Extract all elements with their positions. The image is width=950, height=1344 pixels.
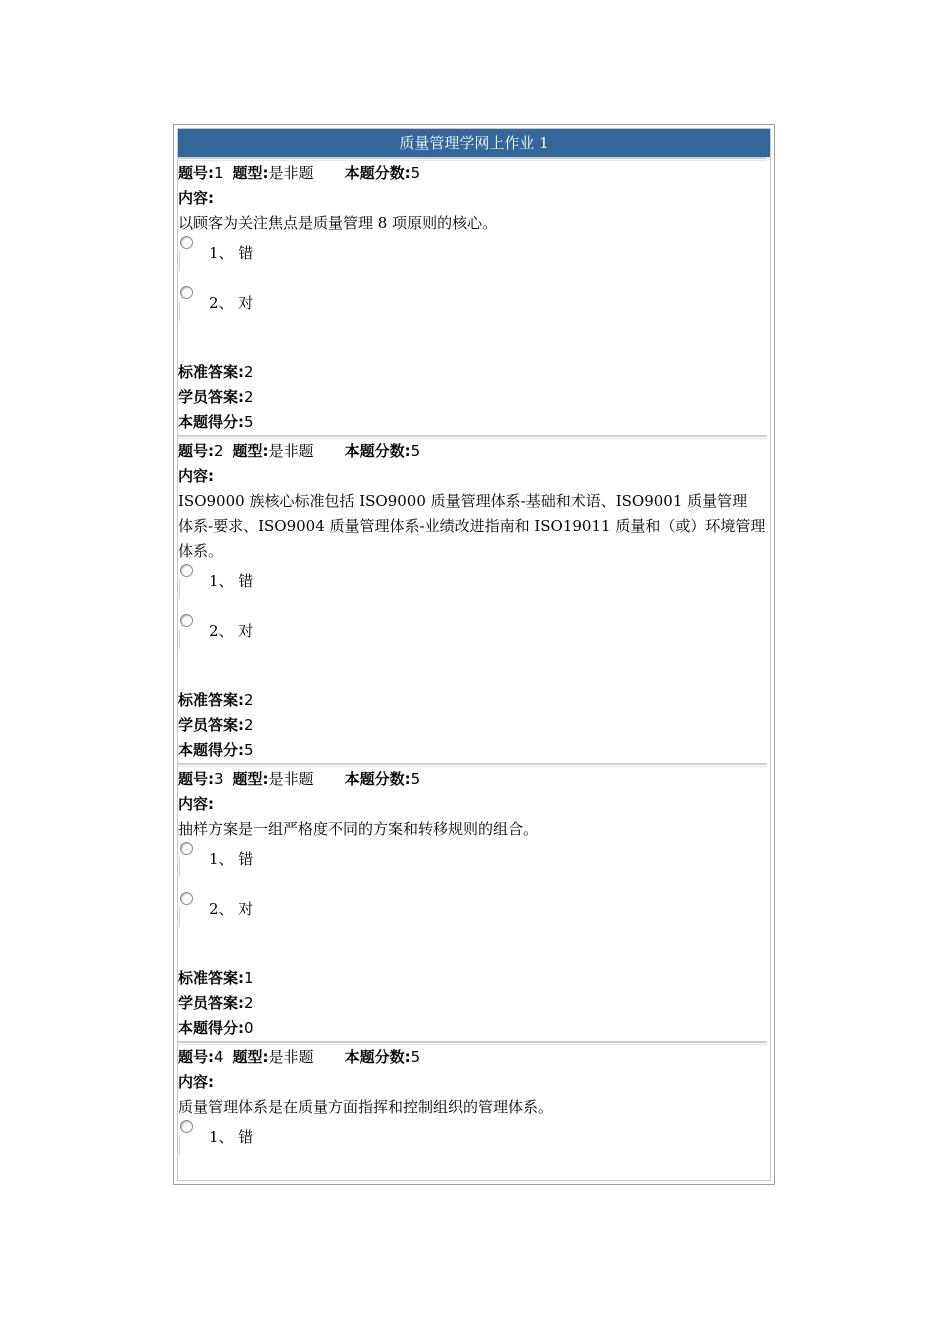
question-content bbox=[178, 489, 770, 564]
qtype-label: 题型: bbox=[232, 770, 269, 788]
qtype-value: 是非题 bbox=[268, 442, 314, 460]
option-row[interactable] bbox=[178, 892, 770, 942]
radio-button[interactable] bbox=[180, 614, 193, 627]
stu-answer-label: 学员答案: bbox=[178, 994, 244, 1012]
radio-button[interactable] bbox=[180, 564, 193, 577]
question-block bbox=[178, 157, 770, 435]
radio-button[interactable] bbox=[180, 1120, 193, 1133]
divider bbox=[179, 629, 180, 649]
qnum-label: 题号: bbox=[178, 1048, 214, 1066]
qnum-label: 题号: bbox=[178, 164, 214, 182]
option-label: 1、 错 bbox=[209, 572, 254, 590]
qscore-value: 5 bbox=[410, 1048, 421, 1066]
stu-answer-value: 2 bbox=[244, 716, 254, 734]
qscore-label: 本题分数: bbox=[344, 442, 411, 460]
score-got-label: 本题得分: bbox=[178, 1019, 244, 1037]
std-answer-row bbox=[178, 966, 770, 991]
qscore-label: 本题分数: bbox=[344, 164, 411, 182]
score-got-label: 本题得分: bbox=[178, 413, 244, 431]
qscore-value: 5 bbox=[410, 164, 421, 182]
option-label: 2、 对 bbox=[209, 900, 254, 918]
option-row[interactable] bbox=[178, 1120, 770, 1170]
qscore-value: 5 bbox=[410, 442, 421, 460]
content-line: 体系-要求、ISO9004 质量管理体系-业绩改进指南和 ISO19011 质量和（或）环境管理 bbox=[178, 517, 766, 535]
option-row[interactable] bbox=[178, 286, 770, 336]
question-header bbox=[178, 1045, 770, 1070]
stu-answer-row bbox=[178, 991, 770, 1016]
qtype-label: 题型: bbox=[232, 164, 269, 182]
std-answer-label: 标准答案: bbox=[178, 969, 244, 987]
content-label: 内容: bbox=[178, 189, 214, 207]
std-answer-value: 1 bbox=[244, 969, 254, 987]
option-label: 1、 错 bbox=[209, 850, 254, 868]
score-got-label: 本题得分: bbox=[178, 741, 244, 759]
homework-table bbox=[177, 128, 771, 1181]
std-answer-value: 2 bbox=[244, 363, 254, 381]
qnum-value: 4 bbox=[214, 1048, 224, 1066]
qnum-value: 1 bbox=[214, 164, 224, 182]
page-title: 质量管理学网上作业 1 bbox=[178, 129, 770, 157]
option-row[interactable] bbox=[178, 614, 770, 664]
score-got-row bbox=[178, 1016, 770, 1041]
qtype-value: 是非题 bbox=[268, 164, 314, 182]
score-got-value: 5 bbox=[244, 413, 254, 431]
score-got-value: 0 bbox=[244, 1019, 254, 1037]
question-block bbox=[178, 763, 770, 1041]
qnum-label: 题号: bbox=[178, 442, 214, 460]
qnum-value: 3 bbox=[214, 770, 224, 788]
question-header bbox=[178, 767, 770, 792]
stu-answer-value: 2 bbox=[244, 388, 254, 406]
qnum-value: 2 bbox=[214, 442, 224, 460]
radio-button[interactable] bbox=[180, 286, 193, 299]
content-label: 内容: bbox=[178, 1073, 214, 1091]
homework-frame bbox=[173, 124, 775, 1185]
stu-answer-label: 学员答案: bbox=[178, 388, 244, 406]
qtype-value: 是非题 bbox=[268, 770, 314, 788]
content-line: ISO9000 族核心标准包括 ISO9000 质量管理体系-基础和术语、ISO9001 质量管理 bbox=[178, 492, 748, 510]
option-label: 1、 错 bbox=[209, 244, 254, 262]
stu-answer-label: 学员答案: bbox=[178, 716, 244, 734]
question-content: 质量管理体系是在质量方面指挥和控制组织的管理体系。 bbox=[178, 1098, 554, 1116]
divider bbox=[179, 907, 180, 927]
qscore-label: 本题分数: bbox=[344, 770, 411, 788]
std-answer-value: 2 bbox=[244, 691, 254, 709]
option-row[interactable] bbox=[178, 564, 770, 614]
divider bbox=[179, 579, 180, 599]
option-label: 1、 错 bbox=[209, 1128, 254, 1146]
content-label: 内容: bbox=[178, 467, 214, 485]
std-answer-label: 标准答案: bbox=[178, 363, 244, 381]
option-row[interactable] bbox=[178, 842, 770, 892]
divider bbox=[179, 857, 180, 877]
question-header bbox=[178, 161, 770, 186]
score-got-row bbox=[178, 738, 770, 763]
std-answer-row bbox=[178, 688, 770, 713]
option-row[interactable] bbox=[178, 236, 770, 286]
question-block bbox=[178, 435, 770, 763]
score-got-row bbox=[178, 410, 770, 435]
qtype-label: 题型: bbox=[232, 442, 269, 460]
question-content: 以顾客为关注焦点是质量管理 8 项原则的核心。 bbox=[178, 214, 498, 232]
stu-answer-row bbox=[178, 713, 770, 738]
radio-button[interactable] bbox=[180, 892, 193, 905]
divider bbox=[179, 251, 180, 271]
qscore-value: 5 bbox=[410, 770, 421, 788]
radio-button[interactable] bbox=[180, 236, 193, 249]
divider bbox=[179, 301, 180, 321]
std-answer-label: 标准答案: bbox=[178, 691, 244, 709]
qtype-value: 是非题 bbox=[268, 1048, 314, 1066]
score-got-value: 5 bbox=[244, 741, 254, 759]
question-block bbox=[178, 1041, 770, 1170]
divider bbox=[179, 1135, 180, 1155]
content-line: 体系。 bbox=[178, 542, 224, 560]
content-label: 内容: bbox=[178, 795, 214, 813]
option-label: 2、 对 bbox=[209, 294, 254, 312]
question-header bbox=[178, 439, 770, 464]
qtype-label: 题型: bbox=[232, 1048, 269, 1066]
option-label: 2、 对 bbox=[209, 622, 254, 640]
stu-answer-value: 2 bbox=[244, 994, 254, 1012]
radio-button[interactable] bbox=[180, 842, 193, 855]
qnum-label: 题号: bbox=[178, 770, 214, 788]
std-answer-row bbox=[178, 360, 770, 385]
qscore-label: 本题分数: bbox=[344, 1048, 411, 1066]
question-content: 抽样方案是一组严格度不同的方案和转移规则的组合。 bbox=[178, 820, 539, 838]
stu-answer-row bbox=[178, 385, 770, 410]
